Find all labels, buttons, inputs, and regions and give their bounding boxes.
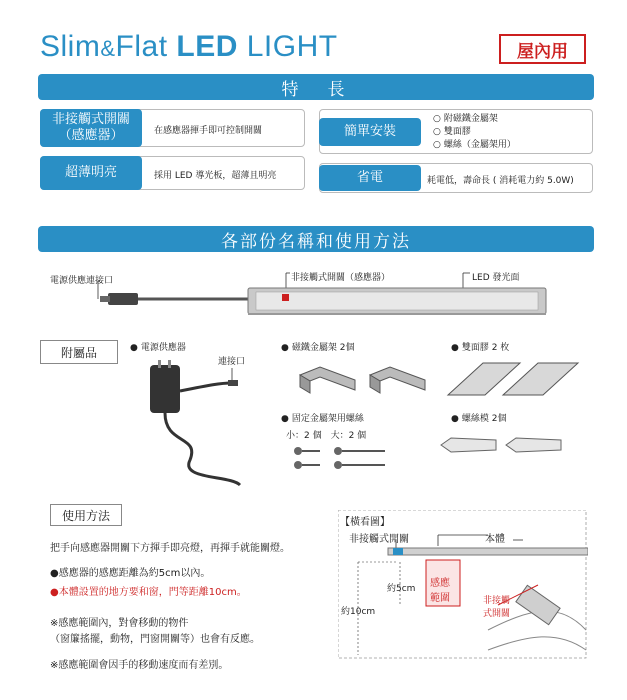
- sideview-title: 【橫看圖】: [340, 517, 390, 528]
- sensor-label: 非接觸式開關（感應器）: [291, 273, 391, 283]
- power-adapter-image: [140, 355, 260, 490]
- magnet-bracket-image: [295, 355, 435, 405]
- usage-line-1: 把手向感應器開關下方揮手即亮燈，再揮手就能關燈。: [50, 543, 290, 554]
- parts-band: 各部份名稱和使用方法: [38, 226, 594, 252]
- usage-label: 使用方法: [50, 504, 122, 526]
- anchors-image: [436, 430, 586, 460]
- power-supply-label: ● 電源供應器: [130, 340, 186, 353]
- accessories-label: 附屬品: [40, 340, 118, 364]
- magnet-bracket-label: ● 磁鐵金屬架 2個: [281, 340, 354, 353]
- install-option-tape: ○ 雙面膠: [433, 124, 471, 137]
- port-label: 連接口: [218, 357, 246, 367]
- distance-10cm: 約10cm: [341, 607, 376, 617]
- sideview-switch-label: 非接觸式開關: [349, 534, 409, 545]
- connector-label: 電源供應連接口: [50, 276, 114, 286]
- tape-image: [438, 355, 598, 405]
- install-option-magnet: ○ 附磁鐵金屬架: [433, 111, 498, 124]
- feature-install-label: 簡單安裝: [319, 118, 421, 146]
- led-surface-label: LED 發光面: [472, 273, 520, 283]
- install-option-screw: ○ 螺絲（金屬架用）: [433, 137, 516, 150]
- tape-label: ● 雙面膠 2 枚: [451, 340, 509, 353]
- usage-line-3: ●本體設置的地方要和窗，門等距離10cm。: [50, 587, 247, 598]
- feature-slim-text: 採用 LED 導光板，超薄且明亮: [154, 171, 277, 181]
- anchor-label: ● 螺絲模 2個: [451, 411, 506, 424]
- usage-line-4: ※感應範圍內，對會移動的物件: [50, 618, 189, 629]
- screws-image: [290, 443, 400, 473]
- features-band: 特 長: [38, 74, 594, 100]
- screw-count: 小：2 個 大：2 個: [286, 431, 367, 441]
- product-title: Slim&Flat LED LIGHT: [40, 30, 338, 63]
- feature-slim-label: 超薄明亮: [40, 156, 142, 190]
- sideview-diagram: [338, 510, 588, 660]
- distance-5cm: 約5cm: [387, 584, 416, 594]
- screws-label: ● 固定金屬架用螺絲: [281, 411, 364, 424]
- feature-power-label: 省電: [319, 165, 421, 191]
- callout-label-1: 非接觸: [483, 596, 511, 606]
- feature-sensor-text: 在感應器揮手即可控制開關: [154, 126, 263, 136]
- indoor-badge: 屋內用: [499, 34, 586, 64]
- usage-line-6: ※感應範圍會因手的移動速度而有差別。: [50, 660, 229, 671]
- usage-line-2: ●感應器的感應距離為約5cm以內。: [50, 568, 211, 579]
- callout-label-2: 式開關: [483, 609, 511, 619]
- feature-sensor-label: 非接觸式開關 （感應器）: [40, 109, 142, 147]
- usage-line-5: （窗簾搖擺，動物，門窗開關等）也會有反應。: [50, 634, 260, 645]
- sideview-body-label: 本體: [485, 534, 505, 545]
- zone-label-1: 感應: [430, 578, 450, 589]
- zone-label-2: 範圍: [430, 593, 450, 604]
- feature-power-text: 耗電低，壽命長 ( 消耗電力約 5.0W): [427, 176, 574, 186]
